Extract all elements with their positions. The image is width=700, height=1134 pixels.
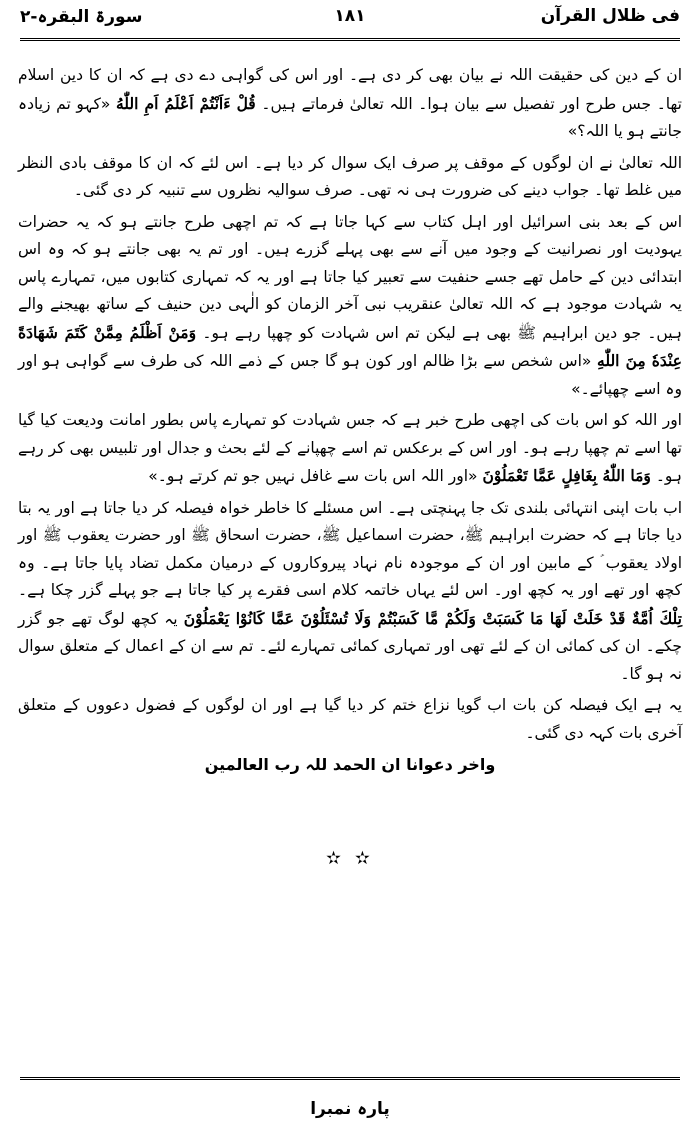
footer-rule xyxy=(20,1077,680,1080)
page-body xyxy=(18,62,682,779)
para-label: پارہ نمبرا xyxy=(310,1099,390,1119)
page-header xyxy=(20,0,680,41)
star-ornament: ✫ ✫ xyxy=(326,848,374,869)
paragraph-1: ان کے دین کی حقیقت اللہ نے بیان بھی کر دی ہے۔ اور اس کی گواہی دے دی ہے کہ ان کا دین اسلام تھا۔ جس طرح اور تفصیل سے بیان ہوا۔ اللہ تعالیٰ فرماتے ہیں۔ قُلْ ءَاَنْتُمْ اَعْلَمُ اَمِ اللّٰهُ «کہو تم زیادہ جانتے ہو یا اللہ؟» xyxy=(18,66,682,140)
paragraph-6: یہ ہے ایک فیصلہ کن بات اب گویا نزاع ختم کر دیا گیا ہے اور ان لوگوں کے فضول دعووں کے متعلق آخری بات کہہ دی گئی۔ xyxy=(18,696,682,742)
paragraph-2: اللہ تعالیٰ نے ان لوگوں کے موقف پر صرف ایک سوال کر دیا ہے۔ اس لئے کہ ان کا موقف بادی النظر میں غلط تھا۔ جواب دینے کی ضرورت ہی نہ تھی۔ صرف سوالیہ نظروں سے تنبیہ کر دی گئی۔ xyxy=(18,153,682,199)
paragraph-3: اس کے بعد بنی اسرائیل اور اہل کتاب سے کہا جاتا ہے کہ تم اچھی طرح جانتے ہو کہ یہ حضرات یہودیت اور نصرانیت کے وجود میں آنے سے بھی پہلے گزرے ہیں۔ اور تم یہ بھی جانتے ہو کہ وہ اس ابتدائی دین کے حامل تھے جسے حنفیت سے تعبیر کیا جاتا ہے اور یہ کہ تمہاری کتابوں میں، تمہارے پاس یہ شہادت موجود ہے کہ اللہ تعالیٰ عنقریب نبی آخر الزمان کو الٰہی دین حنیف کے ساتھ بھیجنے والے ہیں۔ جو دین ابراہیم ﷺ بھی ہے لیکن تم اس شہادت کو چھپا رہے ہو۔ وَمَنْ اَظْلَمُ مِمَّنْ كَتَمَ شَهَادَةً عِنْدَهٗ مِنَ اللّٰهِ «اس شخص سے بڑا ظالم اور کون ہو گا جس کے ذمے اللہ کی طرف سے گواہی ہو اور وہ اسے چھپائے۔» xyxy=(18,212,682,398)
verse-3-translation: اور اللہ اس بات سے غافل نہیں جو تم کرتے ہو۔ xyxy=(157,467,469,485)
book-title: فی ظلال القرآن xyxy=(540,6,680,26)
quran-verse-1: قُلْ ءَاَنْتُمْ اَعْلَمُ اَمِ اللّٰهُ xyxy=(115,93,256,113)
verse-4-translation: یہ کچھ لوگ تھے جو گزر چکے۔ ان کی کمائی ان کے لئے تھی اور تمہاری کمائی تمہارے لئے۔ تم سے ان کے اعمال کے متعلق سوال نہ ہو گا۔ xyxy=(18,609,682,683)
quran-verse-2: وَمَنْ اَظْلَمُ مِمَّنْ كَتَمَ شَهَادَةً عِنْدَهٗ مِنَ اللّٰهِ xyxy=(18,322,682,370)
quran-verse-4: تِلْكَ اُمَّةٌ قَدْ خَلَتْ لَهَا مَا كَسَبَتْ وَلَكُمْ مَّا كَسَبْتُمْ وَلَا تُسْئَلُوْنَ عَمَّا كَانُوْا يَعْمَلُوْنَ xyxy=(183,608,682,628)
verse-1-translation: کہو تم زیادہ جانتے ہو یا اللہ؟ xyxy=(18,94,682,140)
surah-label: سورۃ البقرہ-۲ xyxy=(20,7,143,27)
paragraph-5: اب بات اپنی انتہائی بلندی تک جا پہنچتی ہے۔ اس مسئلے کا خاطر خواہ فیصلہ کر دیا جاتا ہے اور یہ بتا دیا جاتا ہے کہ حضرت ابراہیم ﷺ، حضرت اسماعیل ﷺ، حضرت اسحاق ﷺ اور حضرت یعقوب ﷺ اور اولاد یعقوب ؑ کے مابین اور ان کے موجودہ نام نہاد پیروکاروں کے درمیان مکمل تضاد پایا جاتا ہے۔ وہ کچھ اور تھے اور یہ کچھ اور۔ اس لئے یہاں خاتمہ کلام اسی فقرے پر کیا جاتا ہے جو پہلے گزر چکا ہے۔ تِلْكَ اُمَّةٌ قَدْ خَلَتْ لَهَا مَا كَسَبَتْ وَلَكُمْ مَّا كَسَبْتُمْ وَلَا تُسْئَلُوْنَ عَمَّا كَانُوْا يَعْمَلُوْنَ یہ کچھ لوگ تھے جو گزر چکے۔ ان کی کمائی ان کے لئے تھی اور تمہاری کمائی تمہارے لئے۔ تم سے ان کے اعمال کے متعلق سوال نہ ہو گا۔ xyxy=(18,498,682,683)
verse-2-translation: اس شخص سے بڑا ظالم اور کون ہو گا جس کے ذمے اللہ کی طرف سے گواہی ہو اور وہ اسے چھپائے۔ xyxy=(18,352,682,398)
paragraph-4: اور اللہ کو اس بات کی اچھی طرح خبر ہے کہ جس شہادت کو تمہارے پاس بطور امانت ودیعت کیا گیا تھا اسے تم چھپا رہے ہو۔ اور اس کے برعکس تم اسے چھپانے کے لئے بحث و جدال اور تلبیس بھی کر رہے ہو۔ وَمَا اللّٰهُ بِغَافِلٍ عَمَّا تَعْمَلُوْنَ «اور اللہ اس بات سے غافل نہیں جو تم کرتے ہو۔» xyxy=(18,411,682,485)
quran-verse-3: وَمَا اللّٰهُ بِغَافِلٍ عَمَّا تَعْمَلُوْنَ xyxy=(482,466,651,485)
page-number: ۱۸۱ xyxy=(334,6,366,26)
closing-prayer: واخر دعوانا ان الحمد للہ رب العالمین xyxy=(204,755,496,774)
